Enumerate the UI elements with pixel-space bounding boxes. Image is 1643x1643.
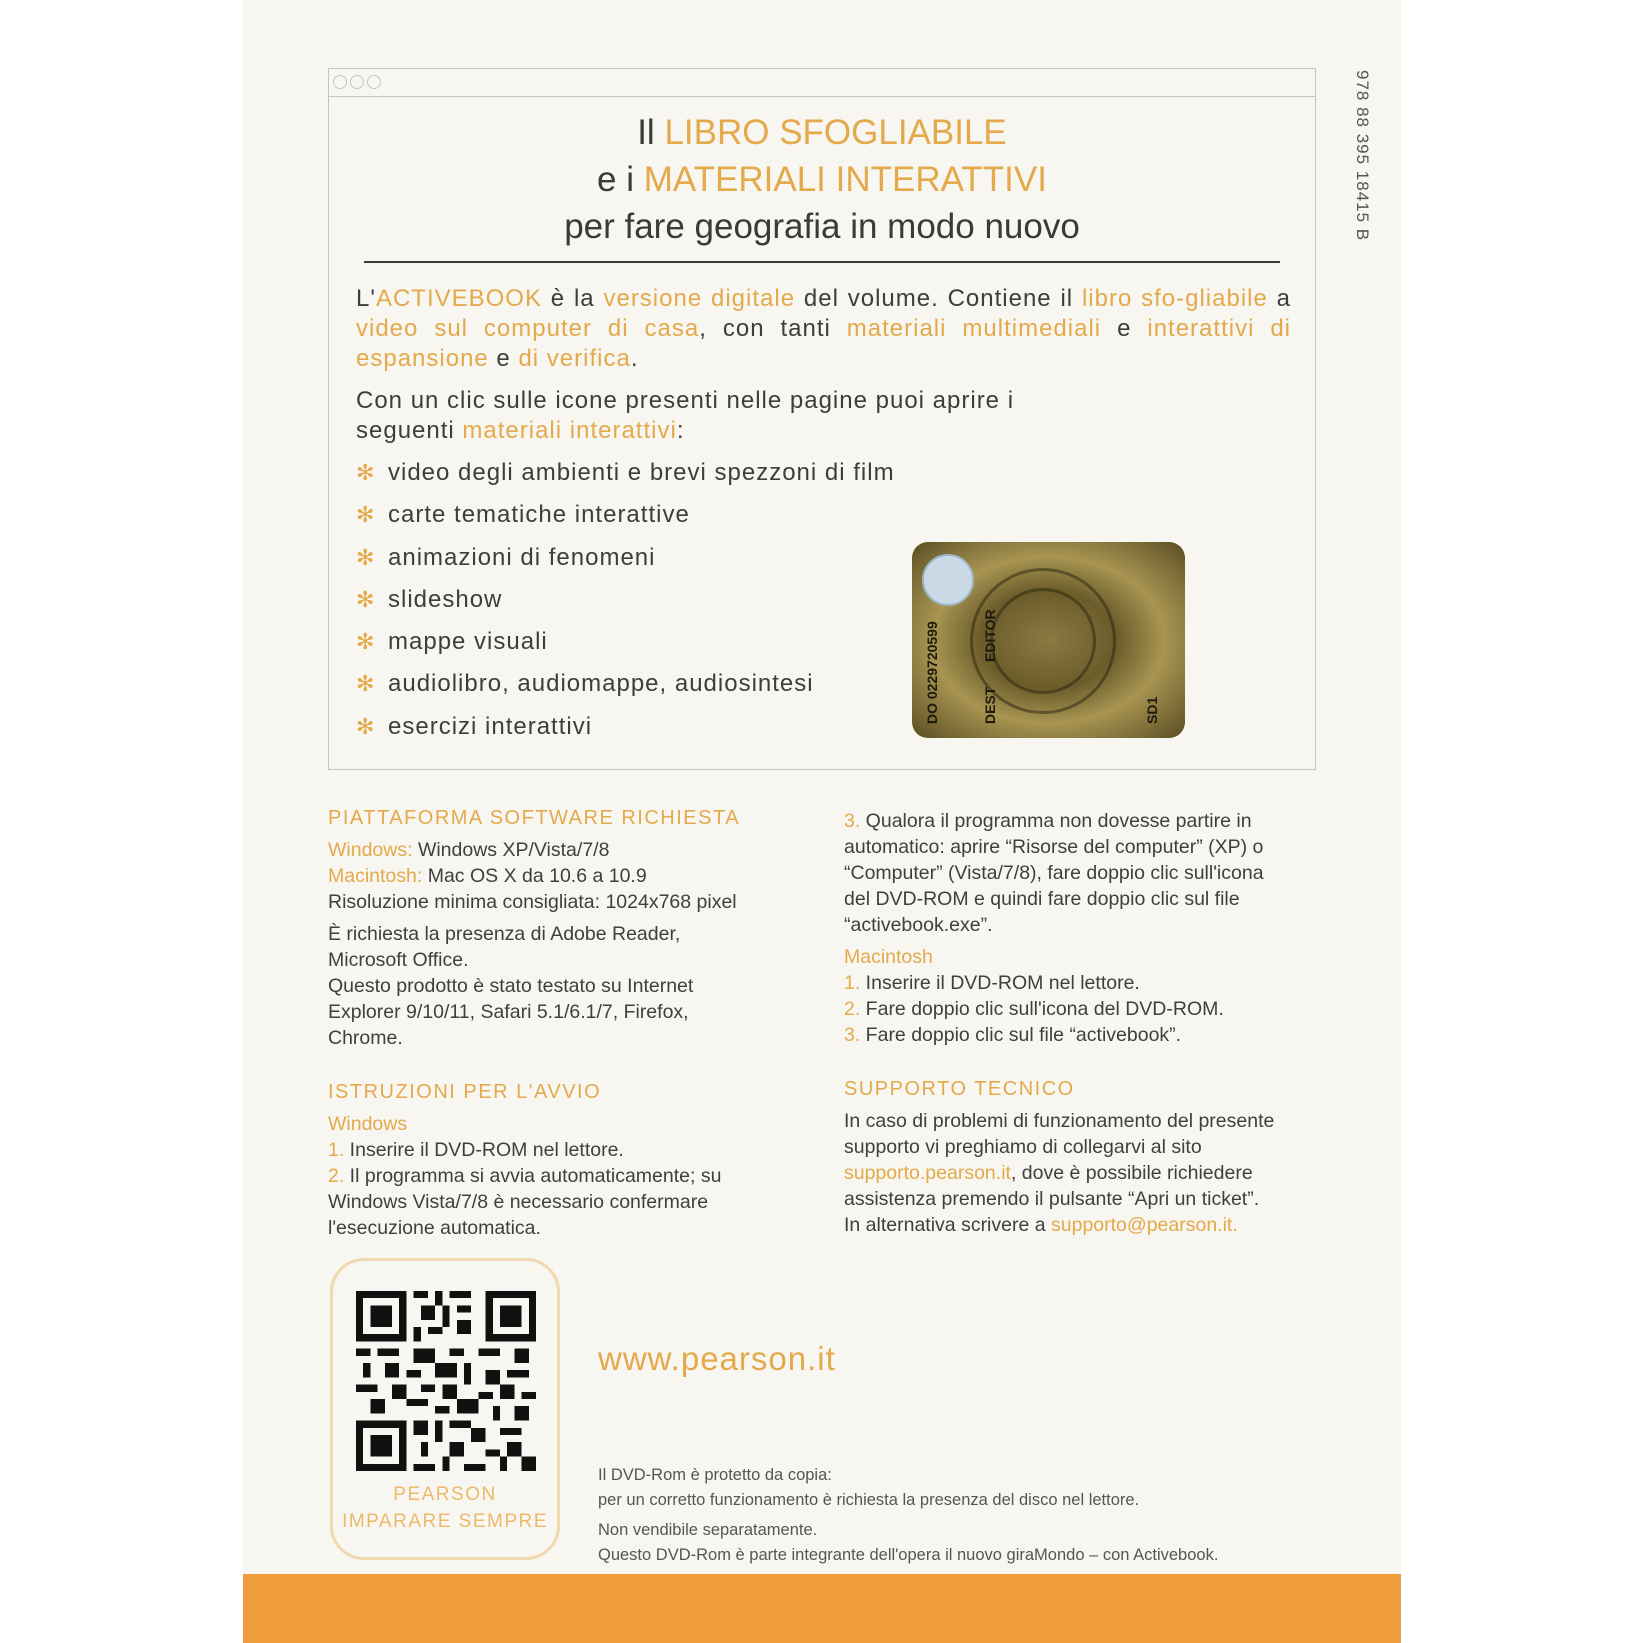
mac-step-1: 1. Inserire il DVD-ROM nel lettore. [844, 972, 1140, 994]
isbn-code [1350, 70, 1380, 270]
title-line-2: e i MATERIALI INTERATTIVI [597, 160, 1047, 199]
support-line: supporto.pearson.it, dove è possibile richiedere [844, 1162, 1253, 1184]
support-email-link[interactable]: supporto@pearson.it. [1051, 1214, 1238, 1236]
window-title-bar [329, 69, 1315, 97]
asterisk-icon: ✻ [356, 586, 376, 612]
copy-protection-notes [598, 1463, 1218, 1568]
title-line-1: Il LIBRO SFOGLIABILE [637, 113, 1007, 152]
asterisk-icon: ✻ [356, 544, 376, 570]
win-step-2: 2. Il programma si avvia automaticamente; su [328, 1165, 722, 1187]
seal-ring-inner [990, 588, 1096, 694]
asterisk-icon: ✻ [356, 713, 376, 739]
qr-caption-line: IMPARARE SEMPRE [342, 1511, 548, 1532]
seal-label-dest: DEST [982, 686, 998, 724]
req-tested-3: Chrome. [328, 1027, 403, 1049]
support-heading: SUPPORTO TECNICO [844, 1078, 1075, 1100]
list-item: ✻ carte tematiche interattive [356, 494, 895, 536]
win-step-3-cont: “activebook.exe”. [844, 914, 993, 936]
instructions-continued [844, 808, 1324, 1238]
asterisk-icon: ✻ [356, 629, 376, 655]
note-line: Non vendibile separatamente. [598, 1521, 818, 1539]
req-reader-2: Microsoft Office. [328, 949, 469, 971]
req-resolution: Risoluzione minima consigliata: 1024x768 pixel [328, 891, 737, 913]
support-line: supporto vi preghiamo di collegarvi al sito [844, 1136, 1202, 1158]
panel-title [329, 109, 1315, 250]
qr-code-icon[interactable] [356, 1291, 536, 1471]
seal-label-editor: EDITOR [982, 609, 998, 662]
isbn-text: 978 88 395 18415 B [1353, 70, 1372, 242]
win-step-2-cont: Windows Vista/7/8 è necessario confermare [328, 1191, 709, 1213]
req-mac: Macintosh: Mac OS X da 10.6 a 10.9 [328, 865, 647, 887]
win-step-3: 3. Qualora il programma non dovesse partire in [844, 810, 1252, 832]
list-item: ✻ slideshow [356, 579, 895, 621]
feature-list [356, 452, 895, 748]
req-tested-1: Questo prodotto è stato testato su Internet [328, 975, 694, 997]
asterisk-icon: ✻ [356, 671, 376, 697]
qr-code-box [330, 1258, 560, 1560]
note-line: Questo DVD-Rom è parte integrante dell'opera il nuovo giraMondo – con Activebook. [598, 1546, 1219, 1564]
qr-caption [333, 1481, 557, 1535]
siae-logo-icon [922, 554, 974, 606]
list-item: ✻ video degli ambienti e brevi spezzoni di film [356, 452, 895, 494]
list-item: ✻ mappe visuali [356, 621, 895, 663]
seal-label-sd1: SD1 [1144, 696, 1160, 724]
mac-step-3: 3. Fare doppio clic sul file “activebook”. [844, 1024, 1182, 1046]
support-line: assistenza premendo il pulsante “Apri un ticket”. [844, 1188, 1260, 1210]
req-reader-1: È richiesta la presenza di Adobe Reader, [328, 923, 681, 945]
intro-paragraph: L'ACTIVEBOOK è la versione digitale del volume. Contiene il libro sfo-gliabile a video sul computer di casa, con tanti materiali multimediali e interattivi di espansione e di verifica. [356, 285, 1292, 372]
orange-footer-band [243, 1574, 1401, 1643]
asterisk-icon: ✻ [356, 460, 376, 485]
note-line: Il DVD-Rom è protetto da copia: [598, 1466, 832, 1484]
instructions-windows-label: Windows [328, 1113, 408, 1135]
list-item: ✻ esercizi interattivi [356, 706, 895, 748]
title-line-3: per fare geografia in modo nuovo [564, 207, 1080, 246]
support-line: In caso di problemi di funzionamento del presente [844, 1110, 1275, 1132]
win-step-2-cont: l'esecuzione automatica. [328, 1217, 541, 1239]
requirements-heading: PIATTAFORMA SOFTWARE RICHIESTA [328, 807, 741, 829]
title-divider [364, 261, 1280, 263]
qr-caption-line: PEARSON [393, 1484, 497, 1505]
instructions-mac-label: Macintosh [844, 946, 933, 968]
list-item: ✻ animazioni di fenomeni [356, 537, 895, 579]
list-item: ✻ audiolibro, audiomappe, audiosintesi [356, 663, 895, 705]
siae-hologram-seal [912, 542, 1185, 738]
support-line: In alternativa scrivere a supporto@pearson.it. [844, 1214, 1238, 1236]
window-dot-icon [333, 75, 347, 89]
note-line: per un corretto funzionamento è richiesta la presenza del disco nel lettore. [598, 1491, 1140, 1509]
website-link[interactable]: www.pearson.it [598, 1340, 836, 1377]
win-step-3-cont: automatico: aprire “Risorse del computer” (XP) o [844, 836, 1264, 858]
mac-step-2: 2. Fare doppio clic sull'icona del DVD-ROM. [844, 998, 1224, 1020]
instructions-heading: ISTRUZIONI PER L'AVVIO [328, 1081, 602, 1103]
window-dot-icon [367, 75, 381, 89]
win-step-1: 1. Inserire il DVD-ROM nel lettore. [328, 1139, 624, 1161]
seal-code: DO 0229720599 [924, 621, 940, 724]
click-paragraph: Con un clic sulle icone presenti nelle pagine puoi aprire i seguenti materiali interattivi: [356, 387, 1015, 444]
support-site-link[interactable]: supporto.pearson.it [844, 1162, 1011, 1184]
req-tested-2: Explorer 9/10/11, Safari 5.1/6.1/7, Firefox, [328, 1001, 689, 1023]
asterisk-icon: ✻ [356, 502, 376, 528]
requirements-section [328, 805, 788, 1241]
req-windows: Windows: Windows XP/Vista/7/8 [328, 839, 610, 861]
win-step-3-cont: “Computer” (Vista/7/8), fare doppio clic sull'icona [844, 862, 1264, 884]
win-step-3-cont: del DVD-ROM e quindi fare doppio clic sul file [844, 888, 1240, 910]
window-dot-icon [350, 75, 364, 89]
